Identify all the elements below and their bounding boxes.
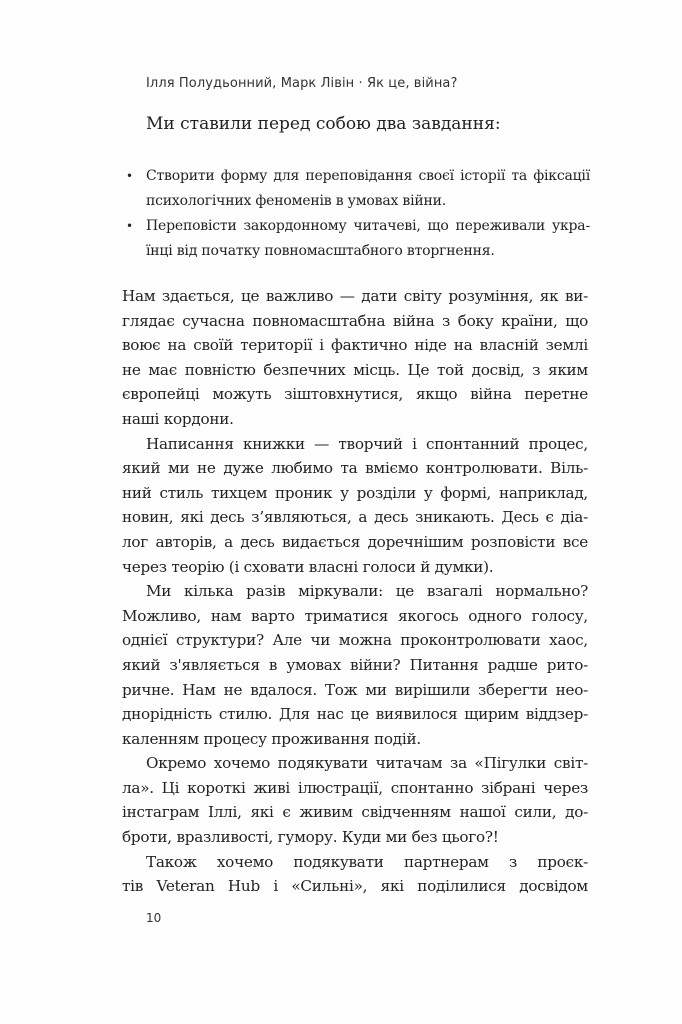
text-line: Написання книжки — творчий і спонтанний процес, — [146, 434, 588, 453]
text-line: Окремо хочемо подякувати читачам за «Пігулки світ- — [146, 754, 588, 773]
text-line: Також хочемо подякувати партнерам з проєк- — [146, 852, 588, 871]
running-head: Ілля Полудьонний, Марк Лівін · Як це, війна? — [146, 76, 458, 91]
text-line: не має повністю безпечних місць. Це той досвід, з яким — [122, 360, 588, 379]
list-item-line: їнці від початку повномасштабного вторгнення. — [146, 243, 495, 259]
text-line: воює на своїй території і фактично ніде на власній землі — [122, 336, 588, 355]
text-line: через теорію (і сховати власні голоси й думки). — [122, 557, 494, 576]
bullet-icon: • — [126, 219, 133, 233]
text-line: броти, вразливості, гумору. Куди ми без цього?! — [122, 828, 499, 847]
text-line: новин, які десь з’являються, а десь зникають. Десь є діа- — [122, 508, 588, 527]
text-line: Можливо, нам варто триматися якогось одного голосу, — [122, 606, 588, 625]
page-number: 10 — [146, 911, 162, 925]
list-item-line: Переповісти закордонному читачеві, що переживали укра- — [146, 218, 590, 234]
list-item — [120, 214, 590, 264]
text-line: днорідність стилю. Для нас це виявилося щирим віддзер- — [122, 705, 588, 724]
lead-sentence: Ми ставили перед собою два завдання: — [146, 114, 501, 134]
text-line: глядає сучасна повномасштабна війна з боку країни, що — [122, 311, 588, 330]
text-line: європейці можуть зіштовхнутися, якщо війна перетне — [122, 385, 588, 404]
text-line: який ми не дуже любимо та вміємо контролювати. Віль- — [122, 459, 588, 478]
text-line: інстаграм Іллі, які є живим свідченням нашої сили, до- — [122, 803, 588, 822]
paragraph — [122, 432, 588, 580]
body-text — [122, 284, 588, 899]
text-line: однієї структури? Але чи можна проконтролювати хаос, — [122, 631, 588, 650]
text-line: ла». Ці короткі живі ілюстрації, спонтанно зібрані через — [122, 778, 588, 797]
text-line: Нам здається, це важливо — дати світу розуміння, як ви- — [122, 287, 588, 305]
bullet-icon: • — [126, 169, 133, 183]
text-line: каленням процесу проживання подій. — [122, 729, 421, 748]
text-line: ний стиль тихцем проник у розділи у формі, наприклад, — [122, 483, 588, 502]
text-line: Ми кілька разів міркували: це взагалі нормально? — [146, 582, 588, 601]
text-line: який з'являється в умовах війни? Питання радше рито- — [122, 655, 588, 674]
text-line: лог авторів, а десь видається доречнішим розповісти все — [122, 532, 588, 551]
paragraph — [122, 579, 588, 751]
text-line: ричне. Нам не вдалося. Тож ми вирішили зберегти нео- — [122, 680, 588, 699]
list-item — [120, 164, 590, 214]
paragraph — [122, 850, 588, 899]
task-list — [120, 164, 590, 264]
text-line: наші кордони. — [122, 409, 234, 428]
text-line: тів Veteran Hub і «Сильні», які поділилися досвідом — [122, 877, 588, 896]
list-item-line: Створити форму для переповідання своєї історії та фіксації — [146, 168, 590, 184]
paragraph — [122, 284, 588, 432]
paragraph — [122, 751, 588, 849]
list-item-line: психологічних феноменів в умовах війни. — [146, 193, 447, 209]
